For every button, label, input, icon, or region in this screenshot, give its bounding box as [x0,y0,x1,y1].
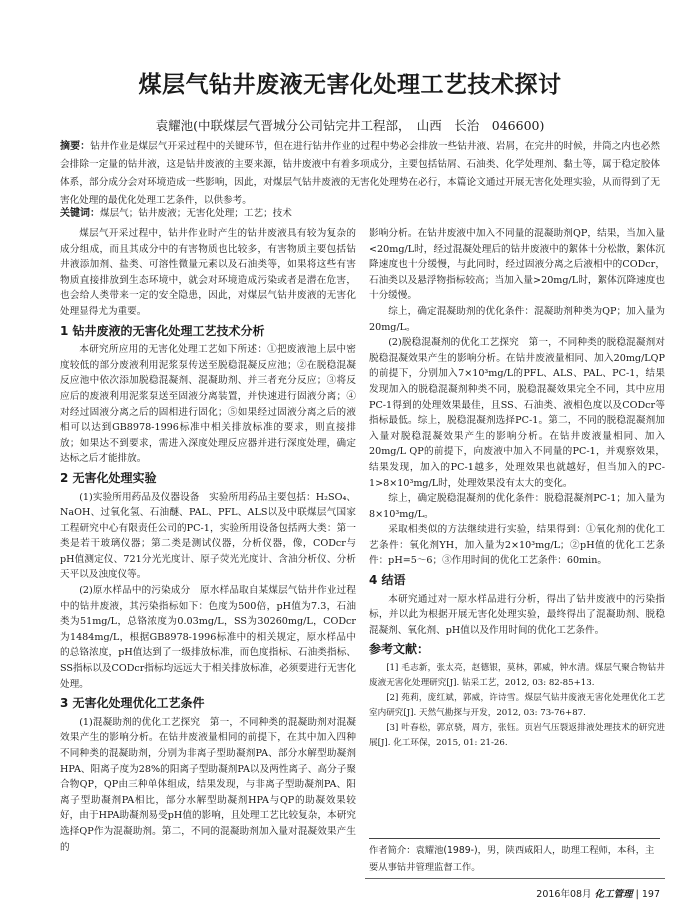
section-heading-1: 1 钻井废液的无害化处理工艺技术分析 [60,323,265,338]
right-column [369,226,665,751]
reference-item: [2] 苑莉，庞红斌，郭威，许诗雪。煤层气钻井废液无害化处理优化工艺室内研究[J]. 天然气勘探与开发，2012, 03: 73-76+87. [369,693,665,719]
left-column [60,226,356,855]
author-line: 袁耀池(中联煤层气晋城分公司钻完井工程部， 山西 长治 046600) [155,118,545,133]
paragraph: (2)原水样品中的污染成分 原水样品取自某煤层气钻井作业过程中的钻井废液，其污染指标如下：色度为500倍，pH值为7.3，石油类为51mg/L，总铬浓度为0.03mg/L，SS为30260mg/L，CODcr为1484mg/L，根据GB8978-1996标准中的相关规定，原水样品中的总铬浓度，pH值达到了一级排放标准，而色度指标、石油类指标、SS指标以及CODcr指标均远远大于相关排放标准，必须要进行无害化处理。 [60,585,356,690]
page-number: 197 [641,889,660,900]
section-heading-2: 2 无害化处理实验 [60,470,157,485]
reference-item: [3] 叶春松，郭京骁，周方，张钰。页岩气压裂返排液处理技术的研究进展[J]. 化工环保，2015, 01: 21-26. [369,723,665,749]
paragraph: 综上，确定混凝助剂的优化条件：混凝助剂种类为QP；加入量为20mg/L。 [369,305,665,333]
keywords [60,206,660,222]
footnote-divider [369,838,660,839]
keywords-label: 关键词： [60,208,100,219]
abstract-text: 钻井作业是煤层气开采过程中的关键环节，但在进行钻井作业的过程中势必会排放一些钻井液、岩屑，在完井的时候，井筒之内也必然会排除一定量的钻井液，这是钻井废液的主要来源，钻井废液中有着多项成分，主要包括钻屑、石油类、化学处理剂、黏土等，属于稳定胶体体系，部分成分会对环境造成一些影响，因此，对煤层气钻井废液的无害化处理势在必行，本篇论文通过开展无害化处理实验，从而得到了无害化处理的最优化处理工艺条件，以供参考。 [60,141,661,206]
paragraph: 采取相类似的方法继续进行实验，结果得到：①氧化剂的优化工艺条件：氧化剂YH，加入量为2×10³mg/L；②pH值的优化工艺条件：pH=5～6；③作用时间的优化工艺条件：60min。 [369,524,665,567]
intro-paragraph: 煤层气开采过程中，钻井作业时产生的钻井废液具有较为复杂的成分组成，而且其成分中的有害物质也比较多，有害物质主要包括钻井液添加剂、盐类、可溶性微量元素以及石油类等，如果将这些有害物质直接排放到生态环境中，就会对环境造成污染或者是潜在危害，也会给人类带来一定的安全隐患，因此，对煤层气钻井废液的无害化处理显得尤为重要。 [60,228,356,317]
abstract-label: 摘要： [60,141,91,152]
section-heading-4: 4 结语 [369,573,406,588]
footer-divider [365,878,665,879]
page-footer [369,886,660,900]
section-heading-3: 3 无害化处理优化工艺条件 [60,696,205,711]
keywords-text: 煤层气；钻井废液；无害化处理；工艺；技术 [100,208,292,219]
author-footnote: 作者简介：袁耀池(1989-)，男，陕西咸阳人，助理工程师，本科，主要从事钻井管理监督工作。 [369,845,655,873]
paragraph: 本研究通过对一原水样品进行分析，得出了钻井废液中的污染指标，并以此为根据开展无害化处理实验，最终得出了混凝助剂、脱稳混凝剂、氧化剂、pH值以及作用时间的优化工艺条件。 [369,593,665,636]
paragraph: (1)实验所用药品及仪器设备 实验所用药品主要包括：H₂SO₄、NaOH、过氧化氢、石油醚、PAL、PFL、ALS以及中联煤层气国家工程研究中心有限责任公司的PC-1，实验所用设备包括两大类：第一类是若干玻璃仪器；第二类是测试仪器，分析仪器，像，CODcr与pH值测定仪、721分光光度计、原子荧光光度计、含油分析仪、分析天平以及浊度仪等。 [60,491,356,581]
paragraph: (1)混凝助剂的优化工艺探究 第一，不同种类的混凝助剂对混凝效果产生的影响分析。在钻井废液量相同的前提下，在其中加入四种不同种类的混凝助剂，分别为非离子型助凝剂PA、部分水解型助凝剂HPA、阳离子度为28%的阳离子型助凝剂PA以及两性离子、高分子聚合物QP，QP由三种单体组成，结果发现，与非离子型助凝剂PA、阳离子型助凝剂PA相比，部分水解型助凝剂HPA与QP的助凝效果较好，由于HPA助凝剂易受pH值的影响，且处理工艺比较复杂，本研究选择QP作为混凝助剂。第二，不同的混凝助剂加入量对混凝效果产生的 [60,716,356,853]
paragraph: 综上，确定脱稳混凝剂的优化条件：脱稳混凝剂PC-1；加入量为8×10³mg/L。 [369,493,665,520]
paragraph: 影响分析。在钻井废液中加入不同量的混凝助剂QP，结果，当加入量<20mg/L时，经过混凝处理后的钻井废液中的絮体十分松散，絮体沉降速度也十分缓慢，与此同时，经过固液分离之后液相中的CODcr，石油类以及悬浮物指标较高；当加入量>20mg/L时，絮体沉降速度也十分缓慢。 [369,228,665,302]
footer-separator: | [635,889,639,900]
footer-journal: 化工管理 [594,889,633,900]
footer-date: 2016年08月 [536,889,592,900]
paragraph: 本研究所应用的无害化处理工艺如下所述：①把废液池上层中密度较低的部分废液利用泥浆泵传送至脱稳混凝反应池；②在脱稳混凝反应池中依次添加脱稳混凝剂、混凝助剂、并三者充分反应；③将反应后的废液利用泥浆泵送至固液分离装置，并快速进行固液分离；④对经过固液分离之后的固相进行固化；⑤如果经过固液分离之后的液相可以达到GB8978-1996标准中相关排放标准的要求，则直接排放；如果达不到要求，需进入深度处理反应器并进行深度处理，确定达标之后才能排放。 [60,344,356,465]
references-heading: 参考文献： [369,642,430,657]
page-title: 煤层气钻井废液无害化处理工艺技术探讨 [138,72,562,98]
paragraph: (2)脱稳混凝剂的优化工艺探究 第一，不同种类的脱稳混凝剂对脱稳混凝效果产生的影响分析。在钻井废液量相同、加入20mg/LQP的前提下，分别加入7×10³mg/L的PFL、ALS、PAL、PC-1，结果发现加入的脱稳混凝剂种类不同，脱稳混凝效果完全不同，其中应用PC-1得到的处理效果最佳，且SS、石油类、液相色度以及CODcr等指标最低。综上，脱稳混凝剂选择PC-1。第二，不同的脱稳混凝剂加入量对脱稳混凝效果产生的影响分析。在钻井废液量相同、加入20mg/L QP的前提下，向废液中加入不同量的PC-1，并观察效果，结果发现，加入的PC-1越多，处理效果也就越好，但当加入的PC-1>8×10³mg/L时，处理效果没有太大的变化。 [369,337,665,489]
abstract [60,138,660,210]
reference-item: [1] 毛志新，张太亮，赵德银，莫林，郭威，钟水清。煤层气聚合物钻井废液无害化处理研究[J]. 钻采工艺，2012, 03: 82-85+13. [369,663,665,689]
